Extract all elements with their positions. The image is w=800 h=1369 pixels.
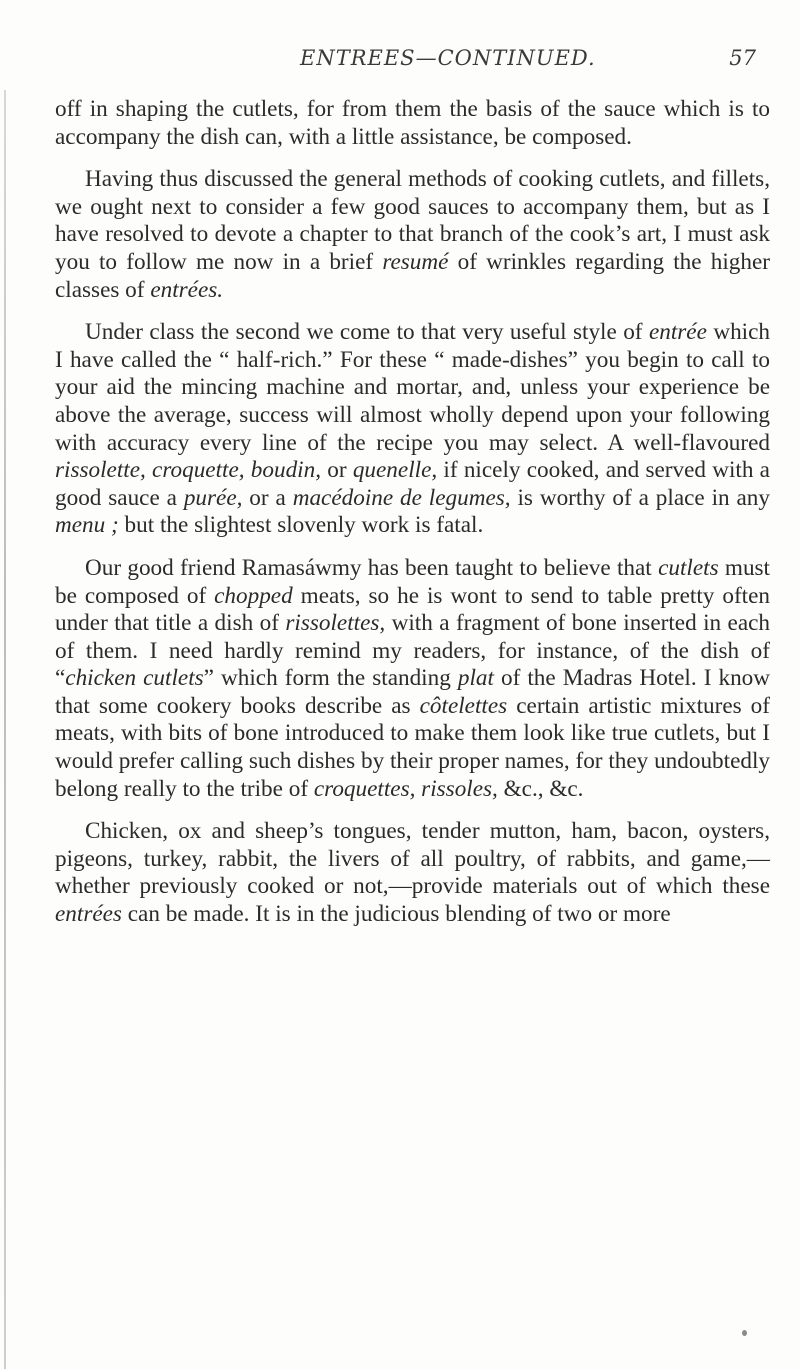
body-text bbox=[55, 96, 770, 944]
text-run: &c., &c. bbox=[497, 775, 584, 802]
text-run: of the Madras Hotel. I know that some cookery books describe as bbox=[55, 665, 771, 719]
text-run: ” which form the standing bbox=[203, 665, 458, 692]
paragraph-2 bbox=[55, 166, 770, 304]
text-run: but the slightest slovenly work is fatal. bbox=[118, 512, 484, 539]
italic-text: resumé bbox=[382, 248, 449, 275]
text-run: certain artistic mixtures of meats, with bits of bone introduced to make them look like true cutlets, but I would prefer calling such dishes by their proper names, for they undoubtedly belong really to the tribe of bbox=[55, 692, 770, 802]
italic-text: macédoine de legumes, bbox=[292, 484, 511, 511]
running-head bbox=[0, 42, 800, 82]
italic-text: rissolette, croquette, boudin, bbox=[55, 457, 322, 484]
text-run: can be made. It is in the judicious blending of two or more bbox=[121, 901, 671, 928]
italic-text: chicken cutlets bbox=[65, 665, 204, 692]
italic-text: côtelettes bbox=[419, 692, 508, 719]
text-run: Chicken, ox and sheep’s tongues, tender mutton, ham, bacon, oysters, pigeons, turkey, rabbit, the livers of all poultry, of rabbits, and game,—whether previously cooked or not,—provide materials out of which these bbox=[55, 818, 770, 900]
paragraph-1 bbox=[55, 96, 770, 151]
text-run: which I have called the “ half-rich.” For these “ made-dishes” you begin to call to your aid the mincing machine and mortar, and, unless your experience be above the average, success will almost wholly depend upon your following with accuracy every line of the recipe you may select. A well-flavoured bbox=[55, 319, 770, 456]
page-number: 57 bbox=[729, 46, 756, 70]
text-run: Our good friend Ramasáwmy has been taught to believe that bbox=[85, 554, 659, 581]
italic-text: cutlets bbox=[658, 554, 719, 581]
italic-text: purée, bbox=[183, 484, 243, 511]
italic-text: rissolettes, bbox=[285, 610, 386, 637]
italic-text: entrées. bbox=[150, 276, 224, 303]
text-run: Under class the second we come to that very useful style of bbox=[85, 319, 649, 346]
running-title: ENTREES—CONTINUED. bbox=[300, 46, 596, 70]
italic-text: entrée bbox=[648, 319, 707, 346]
text-run: or bbox=[321, 457, 353, 484]
text-run: meats, so he is wont to send to table pretty often under that title a dish of bbox=[55, 582, 770, 637]
text-run: if nicely cooked, and served with a good sauce a bbox=[55, 457, 770, 511]
paragraph-4 bbox=[55, 555, 770, 803]
italic-text: plat bbox=[457, 665, 494, 692]
italic-text: chopped bbox=[214, 582, 293, 609]
text-run: must be composed of bbox=[55, 554, 770, 609]
italic-text: croquettes, rissoles, bbox=[313, 775, 498, 802]
text-run: of wrinkles regarding the higher classes of bbox=[55, 248, 770, 303]
paragraph-3 bbox=[55, 319, 770, 540]
text-run: with a fragment of bone inserted in each of them. I need hardly remind my readers, for instance, of the dish of “ bbox=[55, 610, 770, 692]
page-edge-shadow bbox=[4, 90, 6, 1369]
italic-text: entrées bbox=[55, 901, 122, 928]
text-run: is worthy of a place in any bbox=[510, 484, 770, 511]
print-speck bbox=[742, 1330, 747, 1336]
text-run: or a bbox=[242, 484, 293, 511]
text-run: Having thus discussed the general methods of cooking cutlets, and fillets, we ought next to consider a few good sauces to accompany them, but as I have resolved to devote a chapter to that branch of the cook’s art, I must ask you to follow me now in a brief bbox=[55, 166, 770, 275]
text-run: off in shaping the cutlets, for from them the basis of the sauce which is to accompany the dish can, with a little assistance, be composed. bbox=[55, 96, 770, 150]
paragraph-5 bbox=[55, 818, 770, 928]
italic-text: quenelle, bbox=[352, 457, 438, 484]
italic-text: menu ; bbox=[55, 512, 119, 539]
